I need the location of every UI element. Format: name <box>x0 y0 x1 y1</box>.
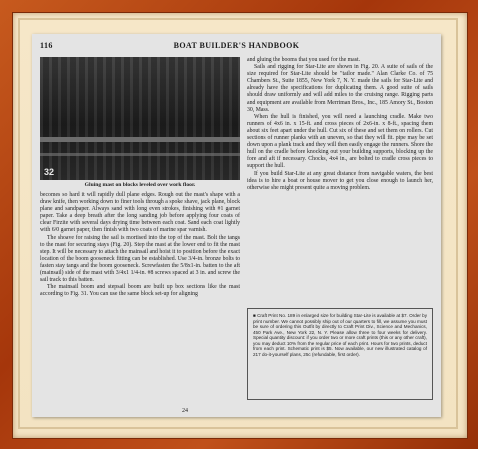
left-paragraph: The shoave for raising the sail is mortised into the top of the mast. Bolt the tangs to the mast for securing stays (Fig. 20). Step the mast at the lower end to fit the mast step. It will be necessary to attach the mainsail and hoist it to position before the exact location of the boom gooseneck fitting can be established. Use 3/4-in. bronze bolts to fasten stay tangs and the boom gooseneck. Screwfasten the 5/8x1-in. batten to the aft (mainsail) side of the mast with 3/4x1 1/4-in. #8 screws spaced at 3 in. and screw the sail track to this batten. <box>40 234 240 284</box>
right-column <box>247 57 433 192</box>
photo-mast-beam <box>40 137 240 142</box>
right-paragraph: Sails and rigging for Star-Lite are shown in Fig. 20. A suite of sails of the size required for Star-Lite should be "tailor made." Alan Clarke Co. of 75 Chambers St., Suite 1855, New York 7, N. Y. made the sails for Star-Lite and already have the specifications for duplicating them. A good suite of sails should draw uniformly and will add miles to the cruising range. Rigging parts and equipment are available from Merriman Bros., Inc., 185 Amory St., Boston 30, Mass. <box>247 64 433 113</box>
left-column <box>40 192 240 298</box>
figure-photo <box>40 57 240 180</box>
page-header <box>40 41 433 53</box>
page-number: 116 <box>40 41 53 50</box>
book-page <box>32 34 441 417</box>
figure-number: 32 <box>44 167 55 177</box>
right-paragraph: If you build Star-Lite at any great distance from navigable waters, the best idea is to hire a boat or house mover to get you close enough to launch her, otherwise she might present quite a moving problem. <box>247 170 433 191</box>
left-paragraph: The mainsail boom and stepsail boom are built up box sections like the mast according to Fig. 31. You can use the same block set-up for aligning <box>40 284 240 298</box>
figure-caption: Gluing mast on blocks leveled over work floor. <box>84 182 196 188</box>
photo-floor-block <box>40 153 240 156</box>
running-title: BOAT BUILDER'S HANDBOOK <box>173 41 300 50</box>
left-paragraph: becomes so hard it will rapidly dull plane edges. Rough out the mast's shape with a draw knife, then working down to finer tools through a spoke shave, jack plane, block plane and sandpaper. Always sand with long even strokes, finishing with #1 garnet paper. Take a deep breath after the long sanding job before applying four coats of clear Firzite with several days drying time between each coat. Sand each coat lightly with 6/0 garnet paper, then finish with two coats of marine spar varnish. <box>40 192 240 234</box>
right-paragraph: When the hull is finished, you will need a launching cradle. Make two runners of 4x6 in. x 15-ft. and cross pieces of 2x6-in. x 8-ft., spacing them about six feet apart under the hull. Cut six of these and set them on rollers. Cut sections of runner planks with an uneven, so that they will fit. pipe may be set down upon a plank track and they will then easily engage the runners. Shore the hull on the cradle before knocking out your building supports, blocking up the fore and aft if necessary. Chocks, 4x4 in., are bolted to cradle cross pieces to support the hull. <box>247 113 433 170</box>
right-paragraph: and gluing the booms that you used for the mast. <box>247 57 361 63</box>
craft-print-note: ■ Craft Print No. 189 in enlarged size for building Star-Lite is available at $7. Order by print number. We cannot possibly ship out of our quarters to fill, we assume you must be sure of ordering this Outfit by directly to Craft Print Div., Science and Mechanics, 450 Park Ave., New York 22, N. Y. Please allow three to four weeks for delivery. Special quantity discount: if you order two or more craft prints (this or any other craft), you may deduct 10% from the regular price of each print. Hours for two prints, deduct from each print. Schematic print is $5. Now available, our new illustrated catalog of 217 do-it-yourself plans, 25c (refundable, first order). <box>247 308 433 400</box>
page-footer: 24 <box>182 408 188 414</box>
